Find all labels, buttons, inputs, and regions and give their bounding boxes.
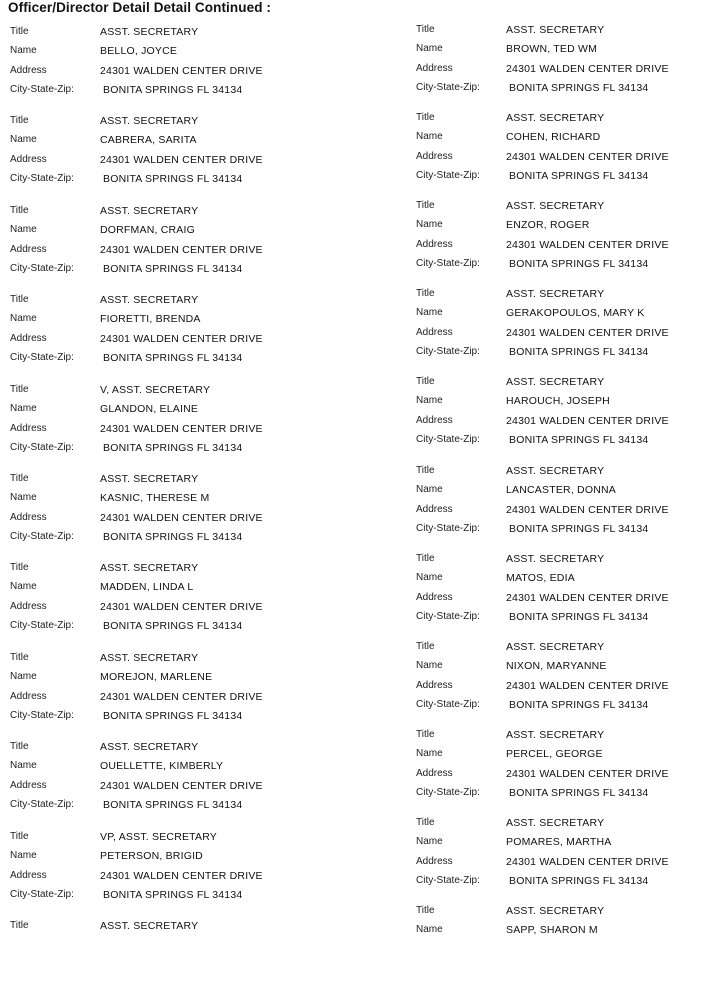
field-value-address: 24301 WALDEN CENTER DRIVE bbox=[100, 870, 263, 882]
field-value-name: FIORETTI, BRENDA bbox=[100, 313, 201, 325]
field-value-address: 24301 WALDEN CENTER DRIVE bbox=[100, 780, 263, 792]
field-value-title: ASST. SECRETARY bbox=[100, 205, 199, 217]
officer-record bbox=[416, 639, 716, 719]
field-value-csz: BONITA SPRINGS FL 34134 bbox=[103, 620, 243, 632]
record-row-address bbox=[416, 149, 716, 165]
field-label-address: Address bbox=[416, 415, 453, 426]
field-label-address: Address bbox=[416, 856, 453, 867]
field-value-name: MADDEN, LINDA L bbox=[100, 581, 194, 593]
field-label-title: Title bbox=[416, 376, 435, 387]
field-value-name: BELLO, JOYCE bbox=[100, 45, 178, 57]
record-row-title bbox=[10, 471, 310, 487]
field-label-address: Address bbox=[10, 244, 47, 255]
record-row-name bbox=[10, 490, 310, 506]
field-value-title: ASST. SECRETARY bbox=[100, 294, 199, 306]
officer-record bbox=[10, 650, 310, 730]
field-value-name: POMARES, MARTHA bbox=[506, 836, 612, 848]
officer-record bbox=[416, 463, 716, 543]
field-value-csz: BONITA SPRINGS FL 34134 bbox=[103, 263, 243, 275]
field-value-address: 24301 WALDEN CENTER DRIVE bbox=[506, 239, 669, 251]
field-label-csz: City-State-Zip: bbox=[10, 263, 74, 274]
field-value-address: 24301 WALDEN CENTER DRIVE bbox=[506, 768, 669, 780]
field-value-address: 24301 WALDEN CENTER DRIVE bbox=[100, 65, 263, 77]
field-label-title: Title bbox=[10, 205, 29, 216]
field-label-address: Address bbox=[416, 680, 453, 691]
field-label-address: Address bbox=[10, 870, 47, 881]
field-value-address: 24301 WALDEN CENTER DRIVE bbox=[100, 512, 263, 524]
record-row-title bbox=[10, 203, 310, 219]
record-row-csz bbox=[10, 887, 310, 903]
record-row-csz bbox=[416, 697, 716, 713]
field-value-title: ASST. SECRETARY bbox=[506, 288, 605, 300]
field-value-csz: BONITA SPRINGS FL 34134 bbox=[509, 170, 649, 182]
field-label-title: Title bbox=[416, 905, 435, 916]
field-value-title: ASST. SECRETARY bbox=[100, 652, 199, 664]
record-row-csz bbox=[10, 440, 310, 456]
record-row-name bbox=[10, 669, 310, 685]
field-label-csz: City-State-Zip: bbox=[416, 170, 480, 181]
field-label-title: Title bbox=[416, 465, 435, 476]
field-value-address: 24301 WALDEN CENTER DRIVE bbox=[506, 63, 669, 75]
field-label-address: Address bbox=[10, 691, 47, 702]
field-label-address: Address bbox=[416, 504, 453, 515]
field-value-csz: BONITA SPRINGS FL 34134 bbox=[103, 173, 243, 185]
field-label-title: Title bbox=[416, 641, 435, 652]
field-value-title: ASST. SECRETARY bbox=[100, 562, 199, 574]
officer-record bbox=[416, 198, 716, 278]
field-label-address: Address bbox=[416, 768, 453, 779]
record-row-name bbox=[10, 579, 310, 595]
field-value-address: 24301 WALDEN CENTER DRIVE bbox=[100, 423, 263, 435]
field-label-csz: City-State-Zip: bbox=[10, 710, 74, 721]
field-label-name: Name bbox=[10, 224, 37, 235]
field-label-csz: City-State-Zip: bbox=[10, 442, 74, 453]
field-label-name: Name bbox=[10, 45, 37, 56]
field-label-csz: City-State-Zip: bbox=[416, 523, 480, 534]
record-row-csz bbox=[416, 609, 716, 625]
officer-record bbox=[416, 374, 716, 454]
record-row-title bbox=[10, 113, 310, 129]
record-row-csz bbox=[10, 618, 310, 634]
field-label-name: Name bbox=[10, 850, 37, 861]
record-row-address bbox=[10, 152, 310, 168]
field-value-name: LANCASTER, DONNA bbox=[506, 484, 616, 496]
record-row-address bbox=[10, 778, 310, 794]
record-row-title bbox=[416, 551, 716, 567]
field-value-address: 24301 WALDEN CENTER DRIVE bbox=[100, 244, 263, 256]
field-value-title: ASST. SECRETARY bbox=[506, 465, 605, 477]
field-label-name: Name bbox=[10, 403, 37, 414]
officer-record bbox=[416, 22, 716, 102]
field-value-csz: BONITA SPRINGS FL 34134 bbox=[509, 875, 649, 887]
field-value-name: COHEN, RICHARD bbox=[506, 131, 601, 143]
record-row-name bbox=[10, 848, 310, 864]
field-value-address: 24301 WALDEN CENTER DRIVE bbox=[506, 504, 669, 516]
record-row-address bbox=[416, 854, 716, 870]
field-label-address: Address bbox=[416, 63, 453, 74]
field-label-csz: City-State-Zip: bbox=[416, 434, 480, 445]
field-value-name: MATOS, EDIA bbox=[506, 572, 575, 584]
field-label-address: Address bbox=[416, 151, 453, 162]
record-row-title bbox=[416, 815, 716, 831]
record-row-title bbox=[416, 22, 716, 38]
field-label-title: Title bbox=[10, 562, 29, 573]
officer-record bbox=[416, 551, 716, 631]
field-label-name: Name bbox=[416, 660, 443, 671]
record-row-csz bbox=[10, 797, 310, 813]
field-label-csz: City-State-Zip: bbox=[416, 787, 480, 798]
record-row-address bbox=[10, 599, 310, 615]
field-label-csz: City-State-Zip: bbox=[416, 258, 480, 269]
field-value-address: 24301 WALDEN CENTER DRIVE bbox=[506, 856, 669, 868]
field-label-address: Address bbox=[10, 333, 47, 344]
field-label-title: Title bbox=[416, 24, 435, 35]
officer-record bbox=[416, 815, 716, 895]
field-label-title: Title bbox=[10, 741, 29, 752]
field-label-name: Name bbox=[416, 836, 443, 847]
record-row-name bbox=[416, 217, 716, 233]
field-value-name: GERAKOPOULOS, MARY K bbox=[506, 307, 645, 319]
field-value-address: 24301 WALDEN CENTER DRIVE bbox=[506, 151, 669, 163]
field-label-address: Address bbox=[10, 65, 47, 76]
record-row-csz bbox=[10, 171, 310, 187]
record-row-name bbox=[416, 305, 716, 321]
field-label-csz: City-State-Zip: bbox=[10, 531, 74, 542]
record-row-csz bbox=[416, 80, 716, 96]
record-row-address bbox=[10, 242, 310, 258]
field-label-title: Title bbox=[10, 920, 29, 931]
record-row-csz bbox=[416, 432, 716, 448]
field-value-title: ASST. SECRETARY bbox=[506, 553, 605, 565]
field-value-name: PETERSON, BRIGID bbox=[100, 850, 203, 862]
record-row-title bbox=[10, 292, 310, 308]
officer-record bbox=[416, 286, 716, 366]
field-value-title: ASST. SECRETARY bbox=[506, 729, 605, 741]
field-label-address: Address bbox=[10, 423, 47, 434]
field-label-name: Name bbox=[416, 219, 443, 230]
field-value-title: ASST. SECRETARY bbox=[100, 115, 199, 127]
field-label-title: Title bbox=[416, 200, 435, 211]
field-value-title: ASST. SECRETARY bbox=[100, 473, 199, 485]
record-row-address bbox=[10, 868, 310, 884]
record-row-name bbox=[10, 43, 310, 59]
record-row-address bbox=[416, 678, 716, 694]
field-label-csz: City-State-Zip: bbox=[10, 84, 74, 95]
field-label-title: Title bbox=[10, 294, 29, 305]
record-row-address bbox=[416, 502, 716, 518]
field-value-csz: BONITA SPRINGS FL 34134 bbox=[509, 523, 649, 535]
field-value-csz: BONITA SPRINGS FL 34134 bbox=[509, 82, 649, 94]
field-value-title: V, ASST. SECRETARY bbox=[100, 384, 211, 396]
field-value-title: ASST. SECRETARY bbox=[506, 200, 605, 212]
field-label-address: Address bbox=[416, 327, 453, 338]
record-row-name bbox=[10, 401, 310, 417]
record-row-csz bbox=[10, 350, 310, 366]
field-label-title: Title bbox=[10, 384, 29, 395]
field-label-name: Name bbox=[10, 581, 37, 592]
field-label-csz: City-State-Zip: bbox=[10, 799, 74, 810]
field-label-csz: City-State-Zip: bbox=[10, 352, 74, 363]
field-value-title: ASST. SECRETARY bbox=[506, 376, 605, 388]
field-label-title: Title bbox=[10, 652, 29, 663]
record-row-csz bbox=[10, 529, 310, 545]
field-label-csz: City-State-Zip: bbox=[10, 173, 74, 184]
officer-record bbox=[10, 292, 310, 372]
field-label-name: Name bbox=[416, 395, 443, 406]
field-label-csz: City-State-Zip: bbox=[416, 82, 480, 93]
field-label-csz: City-State-Zip: bbox=[416, 875, 480, 886]
field-value-address: 24301 WALDEN CENTER DRIVE bbox=[506, 327, 669, 339]
record-row-name bbox=[416, 570, 716, 586]
field-label-csz: City-State-Zip: bbox=[416, 611, 480, 622]
officer-record bbox=[10, 382, 310, 462]
record-row-title bbox=[10, 650, 310, 666]
record-row-address bbox=[416, 61, 716, 77]
record-row-title bbox=[416, 727, 716, 743]
field-label-name: Name bbox=[416, 748, 443, 759]
record-row-address bbox=[10, 421, 310, 437]
officer-record bbox=[10, 560, 310, 640]
field-label-title: Title bbox=[10, 831, 29, 842]
field-value-csz: BONITA SPRINGS FL 34134 bbox=[103, 84, 243, 96]
record-row-name bbox=[416, 393, 716, 409]
field-value-name: GLANDON, ELAINE bbox=[100, 403, 199, 415]
record-row-title bbox=[416, 286, 716, 302]
field-value-csz: BONITA SPRINGS FL 34134 bbox=[103, 799, 243, 811]
record-row-csz bbox=[416, 344, 716, 360]
field-label-name: Name bbox=[10, 134, 37, 145]
field-value-name: SAPP, SHARON M bbox=[506, 924, 598, 936]
field-value-name: ENZOR, ROGER bbox=[506, 219, 590, 231]
record-row-address bbox=[416, 237, 716, 253]
record-row-title bbox=[10, 829, 310, 845]
record-row-title bbox=[416, 903, 716, 919]
record-row-name bbox=[416, 746, 716, 762]
field-value-address: 24301 WALDEN CENTER DRIVE bbox=[100, 154, 263, 166]
field-value-title: ASST. SECRETARY bbox=[100, 741, 199, 753]
field-value-csz: BONITA SPRINGS FL 34134 bbox=[103, 531, 243, 543]
record-row-title bbox=[416, 110, 716, 126]
record-row-title bbox=[10, 24, 310, 40]
field-value-address: 24301 WALDEN CENTER DRIVE bbox=[100, 601, 263, 613]
record-row-title bbox=[10, 382, 310, 398]
field-value-address: 24301 WALDEN CENTER DRIVE bbox=[506, 680, 669, 692]
officer-record bbox=[416, 110, 716, 190]
field-label-csz: City-State-Zip: bbox=[10, 889, 74, 900]
field-label-title: Title bbox=[10, 26, 29, 37]
record-row-address bbox=[10, 510, 310, 526]
officer-record bbox=[10, 739, 310, 819]
field-value-name: KASNIC, THERESE M bbox=[100, 492, 210, 504]
field-value-title: VP, ASST. SECRETARY bbox=[100, 831, 218, 843]
record-row-name bbox=[416, 41, 716, 57]
record-row-address bbox=[416, 413, 716, 429]
field-value-name: CABRERA, SARITA bbox=[100, 134, 197, 146]
field-value-address: 24301 WALDEN CENTER DRIVE bbox=[100, 691, 263, 703]
record-row-csz bbox=[416, 873, 716, 889]
officer-record bbox=[10, 471, 310, 551]
record-row-csz bbox=[416, 256, 716, 272]
field-label-name: Name bbox=[10, 492, 37, 503]
field-label-name: Name bbox=[416, 307, 443, 318]
field-label-name: Name bbox=[416, 924, 443, 935]
field-label-title: Title bbox=[416, 288, 435, 299]
officer-record bbox=[416, 903, 716, 983]
field-value-title: ASST. SECRETARY bbox=[506, 24, 605, 36]
field-label-name: Name bbox=[416, 43, 443, 54]
record-row-address bbox=[416, 325, 716, 341]
field-label-csz: City-State-Zip: bbox=[10, 620, 74, 631]
field-label-address: Address bbox=[416, 239, 453, 250]
field-value-csz: BONITA SPRINGS FL 34134 bbox=[509, 434, 649, 446]
field-label-title: Title bbox=[416, 729, 435, 740]
record-row-name bbox=[10, 222, 310, 238]
field-label-address: Address bbox=[10, 601, 47, 612]
field-value-address: 24301 WALDEN CENTER DRIVE bbox=[100, 333, 263, 345]
field-value-address: 24301 WALDEN CENTER DRIVE bbox=[506, 415, 669, 427]
page-title: Officer/Director Detail Detail Continued : bbox=[8, 0, 271, 15]
record-row-name bbox=[416, 834, 716, 850]
record-row-title bbox=[10, 739, 310, 755]
field-label-name: Name bbox=[416, 484, 443, 495]
field-value-title: ASST. SECRETARY bbox=[506, 905, 605, 917]
field-value-name: DORFMAN, CRAIG bbox=[100, 224, 195, 236]
record-row-title bbox=[416, 198, 716, 214]
field-value-csz: BONITA SPRINGS FL 34134 bbox=[509, 699, 649, 711]
field-label-csz: City-State-Zip: bbox=[416, 699, 480, 710]
field-value-title: ASST. SECRETARY bbox=[506, 112, 605, 124]
record-row-name bbox=[416, 658, 716, 674]
record-row-address bbox=[10, 331, 310, 347]
field-label-address: Address bbox=[10, 512, 47, 523]
record-row-name bbox=[10, 132, 310, 148]
record-row-title bbox=[416, 374, 716, 390]
record-row-name bbox=[10, 311, 310, 327]
field-label-csz: City-State-Zip: bbox=[416, 346, 480, 357]
field-value-csz: BONITA SPRINGS FL 34134 bbox=[509, 346, 649, 358]
field-label-address: Address bbox=[10, 154, 47, 165]
field-label-name: Name bbox=[10, 313, 37, 324]
field-value-csz: BONITA SPRINGS FL 34134 bbox=[103, 889, 243, 901]
record-row-name bbox=[10, 758, 310, 774]
field-value-title: ASST. SECRETARY bbox=[100, 920, 199, 932]
field-label-title: Title bbox=[10, 115, 29, 126]
officer-record bbox=[10, 829, 310, 909]
field-value-csz: BONITA SPRINGS FL 34134 bbox=[509, 611, 649, 623]
field-value-csz: BONITA SPRINGS FL 34134 bbox=[103, 352, 243, 364]
record-row-name bbox=[416, 922, 716, 938]
record-row-name bbox=[416, 129, 716, 145]
record-row-title bbox=[416, 463, 716, 479]
record-row-address bbox=[416, 590, 716, 606]
field-value-title: ASST. SECRETARY bbox=[506, 641, 605, 653]
field-value-csz: BONITA SPRINGS FL 34134 bbox=[509, 787, 649, 799]
field-value-name: MOREJON, MARLENE bbox=[100, 671, 213, 683]
record-row-name bbox=[416, 482, 716, 498]
field-label-name: Name bbox=[10, 760, 37, 771]
field-label-name: Name bbox=[416, 572, 443, 583]
record-row-title bbox=[10, 918, 310, 934]
field-label-title: Title bbox=[416, 553, 435, 564]
field-value-name: NIXON, MARYANNE bbox=[506, 660, 607, 672]
record-row-csz bbox=[10, 708, 310, 724]
field-label-name: Name bbox=[416, 131, 443, 142]
officer-record bbox=[416, 727, 716, 807]
field-value-name: BROWN, TED WM bbox=[506, 43, 598, 55]
officer-record bbox=[10, 113, 310, 193]
record-row-csz bbox=[416, 168, 716, 184]
field-label-name: Name bbox=[10, 671, 37, 682]
record-row-csz bbox=[416, 785, 716, 801]
field-label-title: Title bbox=[416, 112, 435, 123]
officer-record bbox=[10, 24, 310, 104]
record-row-title bbox=[10, 560, 310, 576]
field-value-csz: BONITA SPRINGS FL 34134 bbox=[509, 258, 649, 270]
field-value-address: 24301 WALDEN CENTER DRIVE bbox=[506, 592, 669, 604]
field-value-name: OUELLETTE, KIMBERLY bbox=[100, 760, 224, 772]
field-value-name: PERCEL, GEORGE bbox=[506, 748, 603, 760]
record-row-address bbox=[10, 63, 310, 79]
record-row-title bbox=[416, 639, 716, 655]
field-label-title: Title bbox=[10, 473, 29, 484]
record-row-csz bbox=[416, 521, 716, 537]
field-value-csz: BONITA SPRINGS FL 34134 bbox=[103, 442, 243, 454]
record-row-csz bbox=[10, 261, 310, 277]
field-value-name: HAROUCH, JOSEPH bbox=[506, 395, 610, 407]
record-row-address bbox=[10, 689, 310, 705]
officer-record bbox=[10, 918, 310, 998]
record-row-csz bbox=[10, 82, 310, 98]
field-value-title: ASST. SECRETARY bbox=[506, 817, 605, 829]
field-label-address: Address bbox=[416, 592, 453, 603]
record-row-address bbox=[416, 766, 716, 782]
field-label-title: Title bbox=[416, 817, 435, 828]
field-value-title: ASST. SECRETARY bbox=[100, 26, 199, 38]
field-value-csz: BONITA SPRINGS FL 34134 bbox=[103, 710, 243, 722]
field-label-address: Address bbox=[10, 780, 47, 791]
officer-record bbox=[10, 203, 310, 283]
